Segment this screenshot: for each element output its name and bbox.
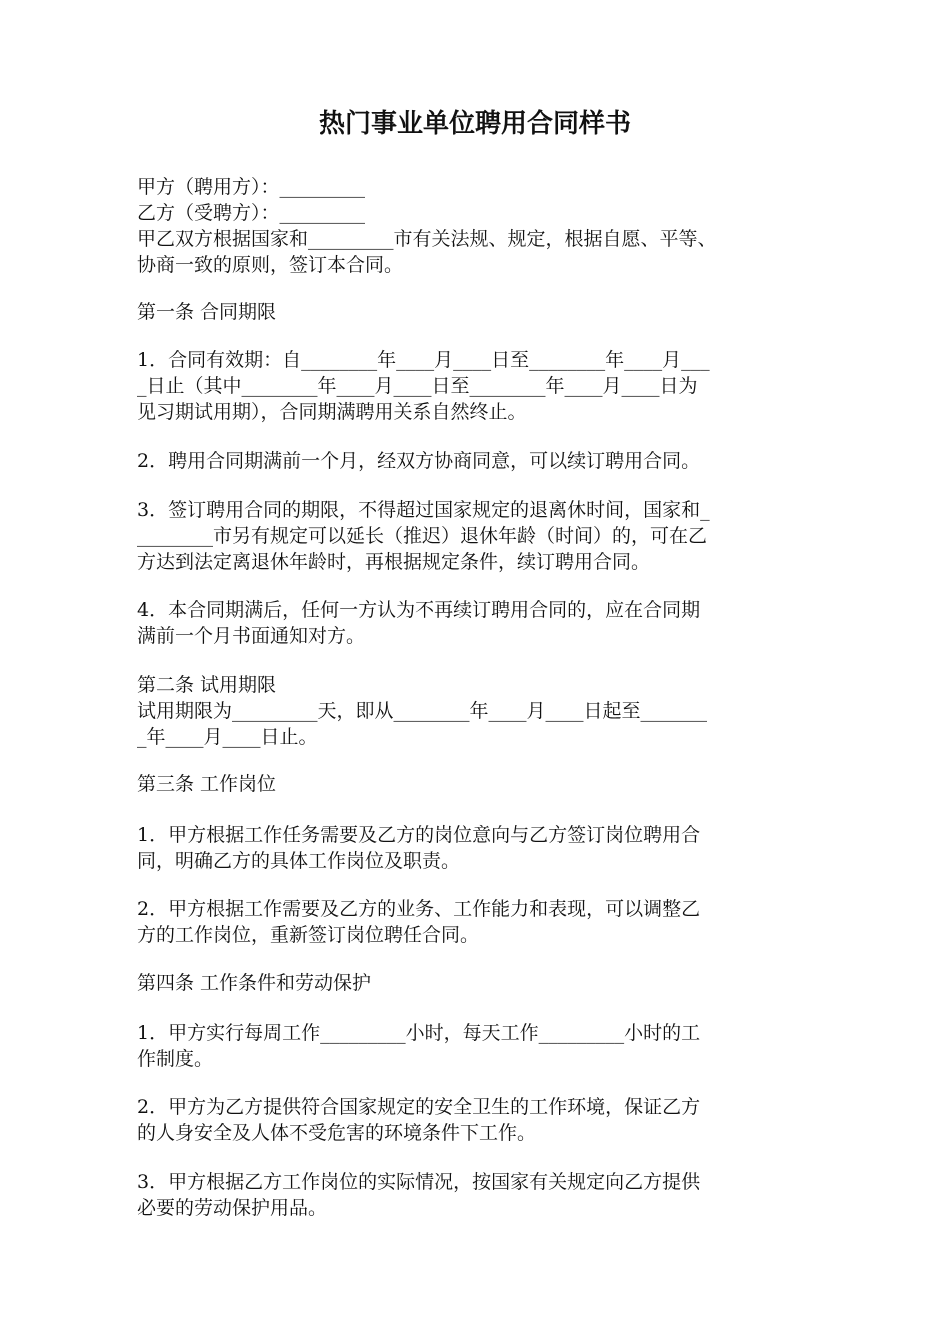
paragraph-line: 试用期限为_________天，即从________年____月____日起至_______ bbox=[137, 700, 708, 722]
article-heading: 第三条 工作岗位 bbox=[137, 773, 277, 795]
paragraph-line: 1．甲方根据工作任务需要及乙方的岗位意向与乙方签订岗位聘用合 bbox=[137, 824, 701, 846]
paragraph-line: _年____月____日止。 bbox=[137, 726, 318, 748]
preamble-line: 协商一致的原则，签订本合同。 bbox=[137, 254, 404, 276]
paragraph-line: 方达到法定离退休年龄时，再根据规定条件，续订聘用合同。 bbox=[137, 551, 651, 573]
party-b-line: 乙方（受聘方）：_________ bbox=[137, 202, 366, 224]
paragraph-line: ________市另有规定可以延长（推迟）退休年龄（时间）的，可在乙 bbox=[137, 525, 708, 547]
paragraph-line: 的人身安全及人体不受危害的环境条件下工作。 bbox=[137, 1122, 537, 1144]
paragraph-line: 1．甲方实行每周工作_________小时，每天工作_________小时的工 bbox=[137, 1022, 701, 1044]
paragraph-line: 2．聘用合同期满前一个月，经双方协商同意，可以续订聘用合同。 bbox=[137, 450, 701, 472]
paragraph-line: 见习期试用期），合同期满聘用关系自然终止。 bbox=[137, 401, 527, 423]
paragraph-line: _日止（其中________年____月____日至________年____月____日为 bbox=[137, 375, 698, 397]
paragraph-line: 必要的劳动保护用品。 bbox=[137, 1197, 328, 1219]
preamble-line: 甲乙双方根据国家和_________市有关法规、规定，根据自愿、平等、 bbox=[137, 228, 717, 250]
paragraph-line: 满前一个月书面通知对方。 bbox=[137, 625, 366, 647]
article-heading: 第一条 合同期限 bbox=[137, 301, 277, 323]
paragraph-line: 4．本合同期满后，任何一方认为不再续订聘用合同的，应在合同期 bbox=[137, 599, 701, 621]
paragraph-line: 方的工作岗位，重新签订岗位聘任合同。 bbox=[137, 924, 480, 946]
paragraph-line: 2．甲方根据工作需要及乙方的业务、工作能力和表现，可以调整乙 bbox=[137, 898, 701, 920]
paragraph-line: 同，明确乙方的具体工作岗位及职责。 bbox=[137, 850, 461, 872]
article-heading: 第二条 试用期限 bbox=[137, 674, 277, 696]
document-title: 热门事业单位聘用合同样书 bbox=[318, 109, 631, 139]
party-a-line: 甲方（聘用方）：_________ bbox=[137, 176, 366, 198]
article-heading: 第四条 工作条件和劳动保护 bbox=[137, 972, 372, 994]
paragraph-line: 1．合同有效期：自________年____月____日至________年____月___ bbox=[137, 349, 710, 371]
paragraph-line: 2．甲方为乙方提供符合国家规定的安全卫生的工作环境，保证乙方 bbox=[137, 1096, 701, 1118]
paragraph-line: 作制度。 bbox=[137, 1048, 214, 1070]
paragraph-line: 3．甲方根据乙方工作岗位的实际情况，按国家有关规定向乙方提供 bbox=[137, 1171, 701, 1193]
paragraph-line: 3．签订聘用合同的期限，不得超过国家规定的退离休时间，国家和_ bbox=[137, 499, 710, 521]
